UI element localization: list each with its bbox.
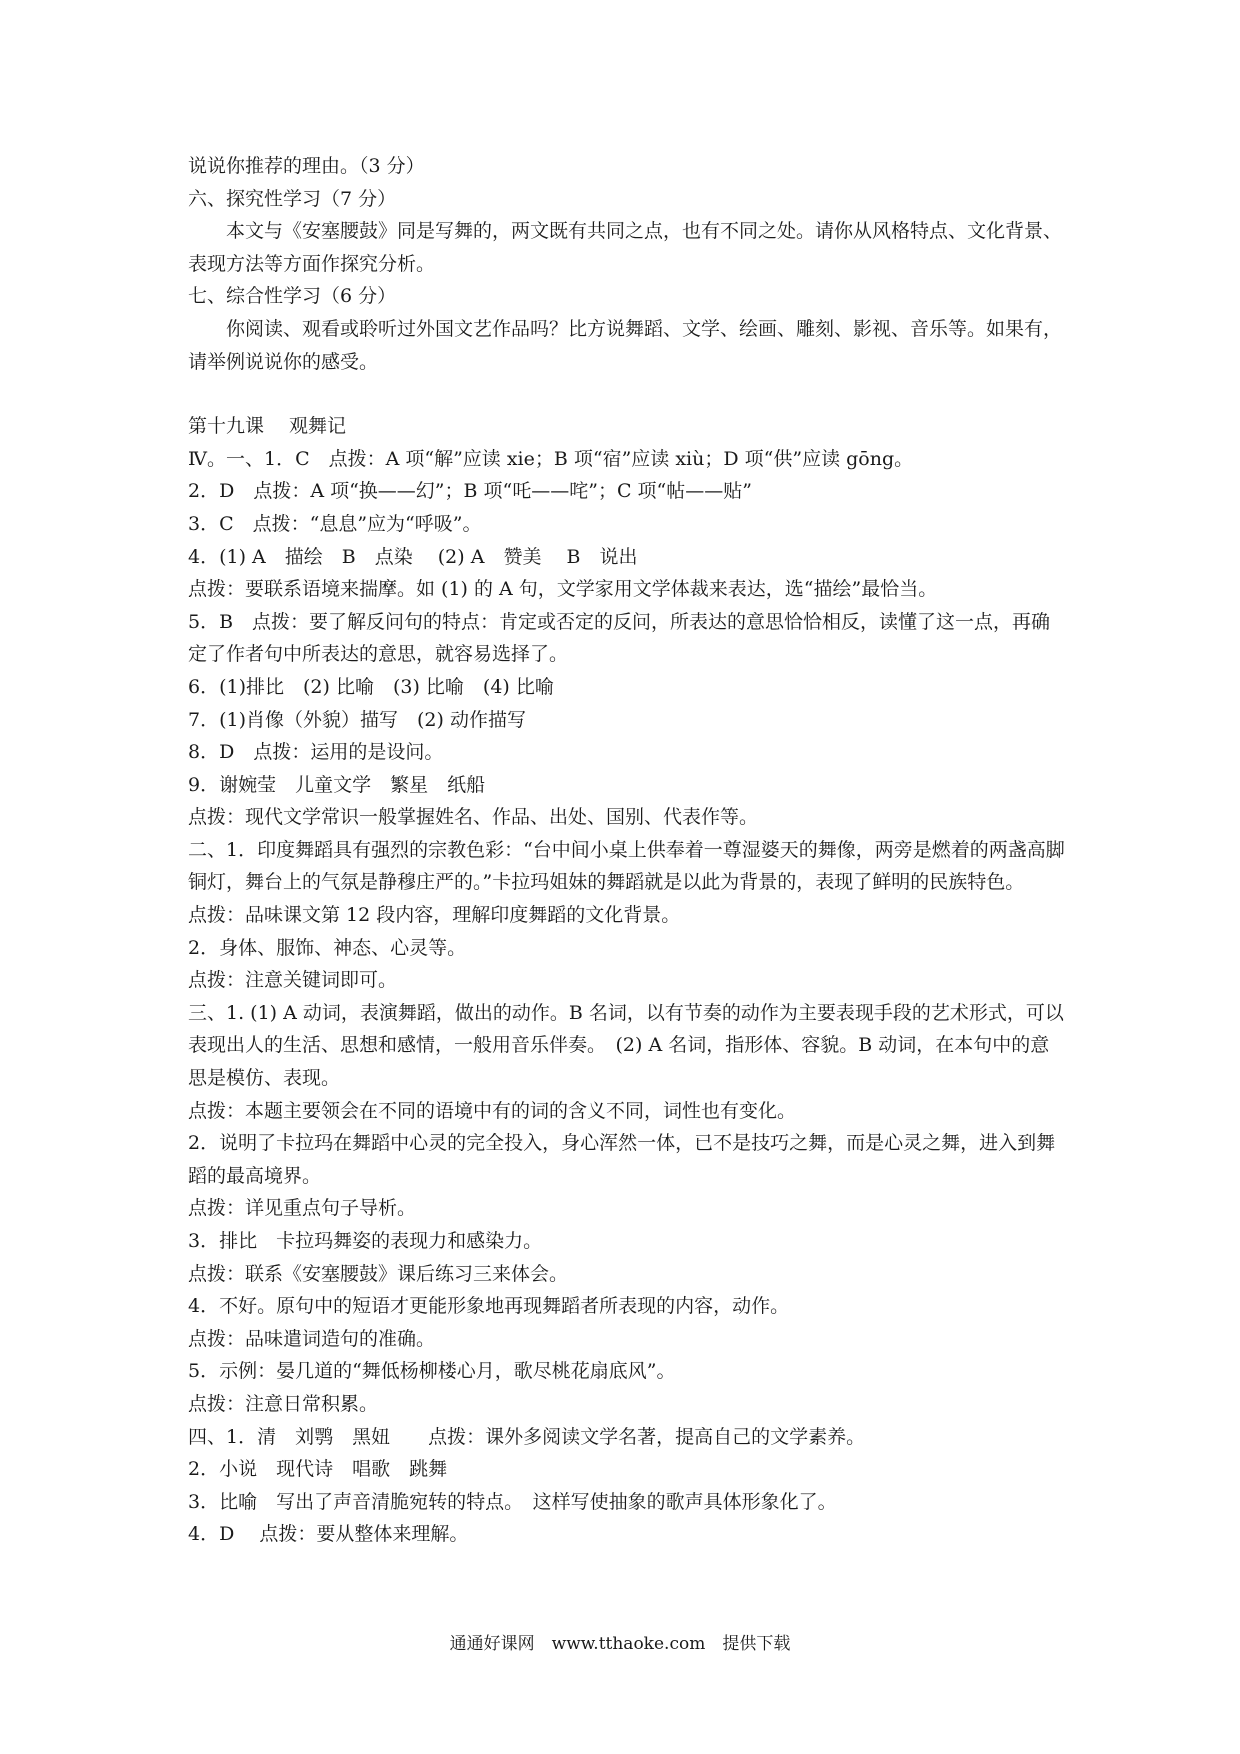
answer-line: 2．小说 现代诗 唱歌 跳舞 <box>188 1458 448 1481</box>
answer-line: 点拨：品味遣词造句的准确。 <box>188 1327 436 1350</box>
answer-line: 点拨：现代文学常识一般掌握姓名、作品、出处、国别、代表作等。 <box>188 806 759 829</box>
answer-line: 2．D 点拨：A 项“换——幻”；B 项“吒——咤”；C 项“帖——贴” <box>188 480 752 503</box>
answer-line: 5．B 点拨：要了解反问句的特点：肯定或否定的反问，所表达的意思恰恰相反，读懂了这一点，再确定了作者句中所表达的意思，就容易选择了。 <box>188 610 1051 666</box>
answer-line: 3．排比 卡拉玛舞姿的表现力和感染力。 <box>188 1230 543 1252</box>
answer-line: 点拨：品味课文第 12 段内容，理解印度舞蹈的文化背景。 <box>188 904 681 927</box>
answer-line: 8．D 点拨：运用的是设问。 <box>188 741 444 764</box>
answer-line: 点拨：注意关键词即可。 <box>188 969 398 992</box>
answer-line: 2．身体、服饰、神态、心灵等。 <box>188 936 467 959</box>
answer-line: 点拨：本题主要领会在不同的语境中有的词的含义不同，词性也有变化。 <box>188 1099 797 1122</box>
answer-line: 4．(1) A 描绘 B 点染 (2) A 赞美 B 说出 <box>188 545 638 568</box>
answer-line: 二、1．印度舞蹈具有强烈的宗教色彩：“台中间小桌上供奉着一尊湿婆天的舞像，两旁是燃着的两盏高脚铜灯，舞台上的气氛是静穆庄严的。”卡拉玛姐妹的舞蹈就是以此为背景的，表现了鲜明的民族特色。 <box>188 838 1065 894</box>
lesson-title: 第十九课 观舞记 <box>188 415 347 438</box>
answer-line: 6．(1)排比 (2) 比喻 (3) 比喻 (4) 比喻 <box>188 675 554 698</box>
paragraph: 你阅读、观看或聆听过外国文艺作品吗？比方说舞蹈、文学、绘画、雕刻、影视、音乐等。如果有，请举例说说你的感受。 <box>188 317 1063 373</box>
section-heading: 六、探究性学习（7 分） <box>188 187 397 210</box>
answer-line: 3．C 点拨：“息息”应为“呼吸”。 <box>188 512 482 535</box>
document-body <box>188 150 1068 1551</box>
text-line: 说说你推荐的理由。（3 分） <box>188 155 425 177</box>
section-heading: 七、综合性学习（6 分） <box>188 285 397 308</box>
answer-line: 点拨：联系《安塞腰鼓》课后练习三来体会。 <box>188 1262 569 1285</box>
answer-line: 三、1. (1) A 动词，表演舞蹈，做出的动作。B 名词，以有节奏的动作为主要表现手段的艺术形式，可以表现出人的生活、思想和感情，一般用音乐伴奏。 (2) A 名词，指形体、容貌。B 动词，在本句中的意思是模仿、表现。 <box>188 1001 1064 1090</box>
answer-line: Ⅳ。一、1．C 点拨：A 项“解”应读 xie；B 项“宿”应读 xiù；D 项“供”应读 gōng。 <box>188 447 914 470</box>
spacer <box>188 378 1068 410</box>
answer-line: 3．比喻 写出了声音清脆宛转的特点。 这样写使抽象的歌声具体形象化了。 <box>188 1490 837 1513</box>
page-footer: 通通好课网 www.tthaoke.com 提供下载 <box>449 1634 791 1654</box>
answer-line: 5．示例：晏几道的“舞低杨柳楼心月，歌尽桃花扇底风”。 <box>188 1360 676 1383</box>
answer-line: 点拨：详见重点句子导析。 <box>188 1197 417 1220</box>
answer-line: 点拨：注意日常积累。 <box>188 1392 379 1415</box>
answer-line: 9．谢婉莹 儿童文学 繁星 纸船 <box>188 773 486 796</box>
answer-line: 2．说明了卡拉玛在舞蹈中心灵的完全投入，身心浑然一体，已不是技巧之舞，而是心灵之舞，进入到舞蹈的最高境界。 <box>188 1132 1056 1187</box>
paragraph: 本文与《安塞腰鼓》同是写舞的，两文既有共同之点，也有不同之处。请你从风格特点、文化背景、表现方法等方面作探究分析。 <box>188 220 1063 275</box>
answer-line: 四、1．清 刘鹗 黑妞 点拨：课外多阅读文学名著，提高自己的文学素养。 <box>188 1425 866 1448</box>
answer-line: 点拨：要联系语境来揣摩。如 (1) 的 A 句，文学家用文学体裁来表达，选“描绘”最恰当。 <box>188 578 938 601</box>
answer-line: 7．(1)肖像（外貌）描写 (2) 动作描写 <box>188 708 526 731</box>
answer-line: 4．D 点拨：要从整体来理解。 <box>188 1523 469 1546</box>
answer-line: 4．不好。原句中的短语才更能形象地再现舞蹈者所表现的内容，动作。 <box>188 1295 790 1318</box>
